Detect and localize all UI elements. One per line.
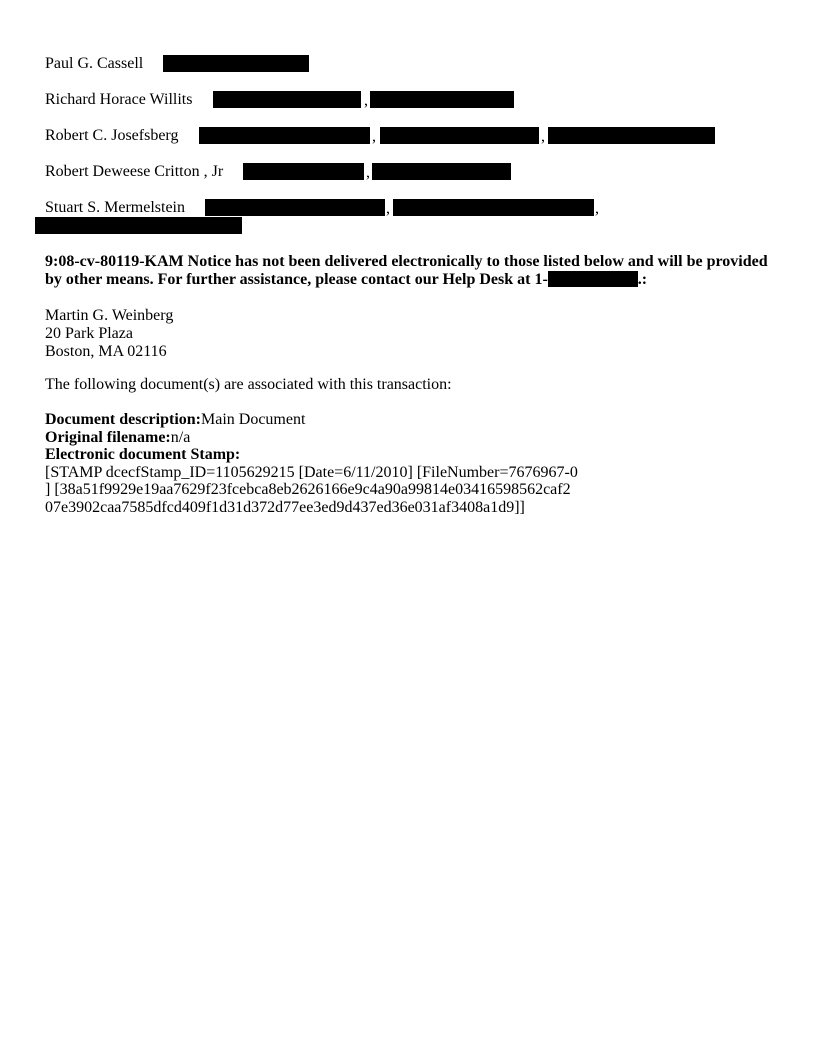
recipient-name: Richard Horace Willits [45, 91, 193, 108]
redacted-email [213, 91, 361, 108]
electronic-stamp-label: Electronic document Stamp: [45, 446, 241, 463]
redacted-email [393, 199, 594, 216]
redacted-email [548, 127, 715, 144]
redacted-email [199, 127, 370, 144]
redacted-email [163, 55, 309, 72]
redacted-email [205, 199, 385, 216]
mailing-address [45, 307, 173, 361]
original-filename-label: Original filename: [45, 428, 171, 446]
document-description-label: Document description: [45, 411, 201, 428]
notice-paragraph [45, 253, 775, 289]
recipient-row [45, 126, 178, 146]
stamp-line: [STAMP dcecfStamp_ID=1105629215 [Date=6/11/2010] [FileNumber=7676967-0 [45, 463, 578, 481]
recipient-row [45, 54, 143, 74]
separator: , [364, 92, 368, 109]
notice-text-end: .: [637, 271, 648, 288]
notice-text: 9:08-cv-80119-KAM Notice has not been delivered electronically to those listed below and will be provided by other means. For further assistance, please contact our Help Desk at 1- [45, 253, 768, 288]
separator: , [372, 128, 376, 145]
recipient-name: Paul G. Cassell [45, 55, 144, 72]
recipient-name: Stuart S. Mermelstein [45, 199, 185, 216]
recipient-row [45, 162, 223, 182]
recipient-row [45, 90, 192, 110]
redacted-email [380, 127, 539, 144]
document-info [45, 411, 775, 516]
document-description-value: Main Document [200, 411, 306, 428]
redacted-email [243, 163, 364, 180]
original-filename-value: n/a [170, 428, 191, 446]
separator: , [386, 200, 390, 217]
separator: , [366, 164, 370, 181]
recipient-name: Robert Deweese Critton , Jr [45, 163, 224, 180]
address-street: 20 Park Plaza [45, 325, 133, 342]
redacted-phone [548, 271, 638, 287]
associated-documents-text: The following document(s) are associated with this transaction: [45, 376, 452, 393]
recipient-row [45, 198, 185, 218]
separator: , [595, 200, 599, 217]
separator: , [541, 128, 545, 145]
stamp-line: 07e3902caa7585dfcd409f1d31d372d77ee3ed9d437ed36e031af3408a1d9]] [45, 498, 525, 516]
original-filename [45, 429, 775, 447]
recipient-name: Robert C. Josefsberg [45, 127, 179, 144]
document-description [45, 411, 775, 429]
redacted-email [370, 91, 514, 108]
address-name: Martin G. Weinberg [45, 307, 174, 324]
address-city: Boston, MA 02116 [45, 343, 167, 360]
stamp-line: ] [38a51f9929e19aa7629f23fcebca8eb2626166e9c4a90a99814e03416598562caf2 [45, 481, 571, 498]
redacted-email [372, 163, 511, 180]
redacted-email [35, 217, 242, 234]
